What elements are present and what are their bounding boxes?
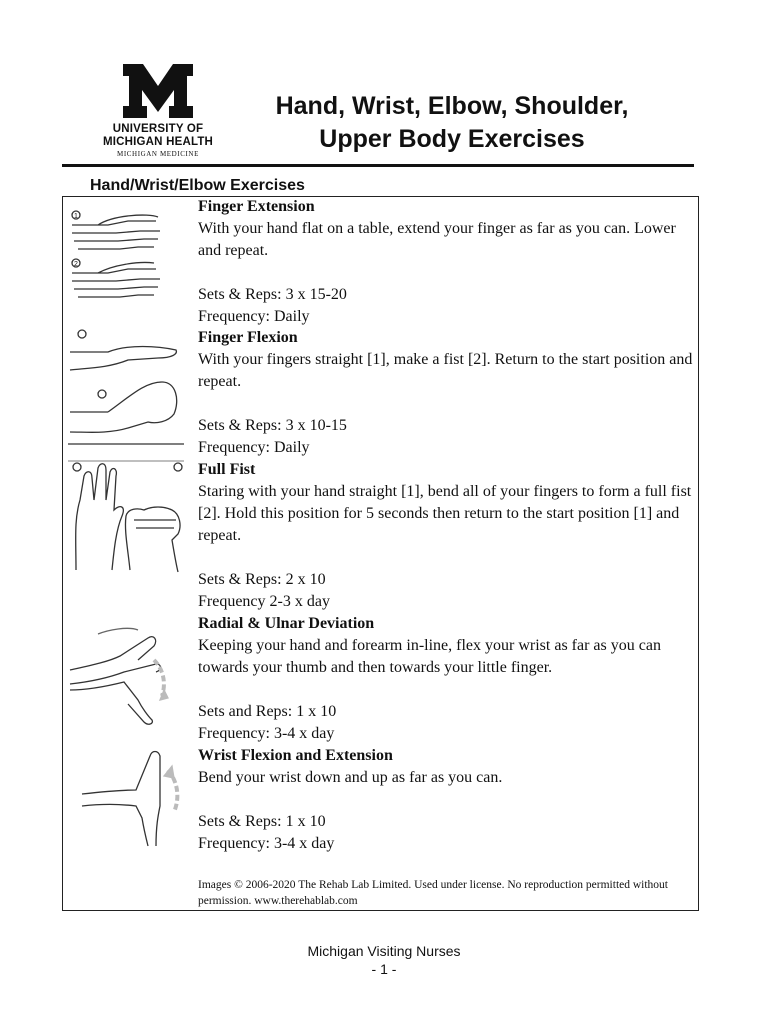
image-credits: Images © 2006-2020 The Rehab Lab Limited. Used under license. No reproduction permitted without permission. www.therehablab.com <box>198 879 669 907</box>
exercise-description: Keeping your hand and forearm in-line, flex your wrist as far as you can towards your thumb and then towards your little finger. <box>198 637 661 676</box>
page-footer <box>0 942 768 978</box>
logo-line-1: UNIVERSITY OF <box>112 123 204 135</box>
exercise-radial-ulnar-deviation <box>198 613 698 745</box>
logo-line-2: MICHIGAN HEALTH <box>102 136 214 148</box>
exercise-wrist-flexion-extension <box>198 745 698 855</box>
block-m-icon <box>121 64 195 118</box>
university-logo <box>100 64 216 158</box>
footer-org: Michigan Visiting Nurses <box>307 943 461 959</box>
title-line-2: Upper Body Exercises <box>319 125 585 153</box>
exercise-name: Radial & Ulnar Deviation <box>198 615 375 632</box>
full-fist-illustration <box>68 460 184 576</box>
exercise-description: With your fingers straight [1], make a fist [2]. Return to the start position and repeat. <box>198 351 693 390</box>
page-number: - 1 - <box>371 961 397 977</box>
exercise-name: Finger Flexion <box>198 329 298 346</box>
exercise-description: Staring with your hand straight [1], bend all of your fingers to form a full fist [2]. Hold this position for 5 seconds then return to the start position [1] and repeat. <box>198 483 692 544</box>
exercise-finger-flexion <box>198 327 698 459</box>
exercise-finger-extension <box>198 196 698 328</box>
title-line-1: Hand, Wrist, Elbow, Shoulder, <box>275 92 629 120</box>
exercise-sets-reps: Sets & Reps: 1 x 10 <box>198 813 326 830</box>
exercise-frequency: Frequency: Daily <box>198 439 310 456</box>
exercise-sets-reps: Sets and Reps: 1 x 10 <box>198 703 337 720</box>
exercise-full-fist <box>198 459 698 613</box>
exercise-frequency: Frequency: 3-4 x day <box>198 835 335 852</box>
exercise-frequency: Frequency: Daily <box>198 308 310 325</box>
wrist-flexion-extension-illustration <box>80 746 184 850</box>
section-heading: Hand/Wrist/Elbow Exercises <box>90 177 305 194</box>
finger-flexion-illustration <box>68 328 186 446</box>
page-title <box>232 90 672 156</box>
exercise-sets-reps: Sets & Reps: 3 x 15-20 <box>198 286 347 303</box>
step-marker-1: 1 <box>74 213 78 220</box>
logo-line-3: MICHIGAN MEDICINE <box>117 150 199 158</box>
exercise-description: With your hand flat on a table, extend your finger as far as you can. Lower and repeat. <box>198 220 676 259</box>
exercise-name: Full Fist <box>198 461 256 478</box>
exercise-sets-reps: Sets & Reps: 3 x 10-15 <box>198 417 347 434</box>
exercise-frequency: Frequency 2-3 x day <box>198 593 330 610</box>
finger-extension-illustration <box>68 205 186 305</box>
exercise-sets-reps: Sets & Reps: 2 x 10 <box>198 571 326 588</box>
exercise-frequency: Frequency: 3-4 x day <box>198 725 335 742</box>
exercise-description: Bend your wrist down and up as far as you can. <box>198 769 503 786</box>
title-divider <box>62 164 694 167</box>
radial-ulnar-deviation-illustration <box>68 620 188 730</box>
step-marker-2: 2 <box>74 261 78 268</box>
exercise-name: Wrist Flexion and Extension <box>198 747 393 764</box>
exercise-name: Finger Extension <box>198 198 315 215</box>
